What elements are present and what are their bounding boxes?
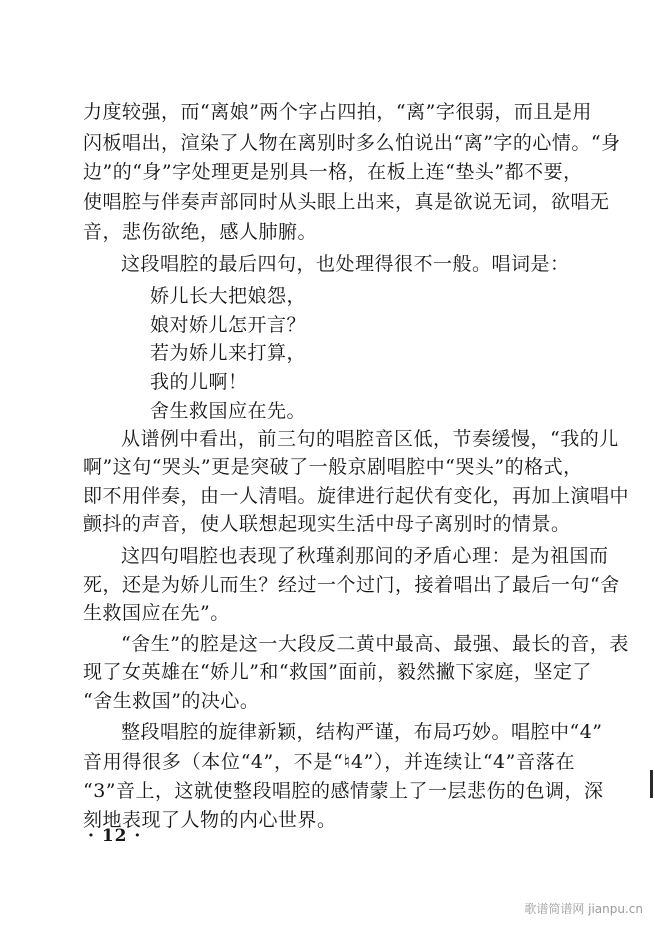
paragraph-line: “舍生救国”的决心。 <box>83 690 260 712</box>
lyric-verse: 娇儿长大把娘怨， <box>150 285 307 307</box>
paragraph-line: 使唱腔与伴奏声部同时从头眼上出来，真是欲说无词，欲唱无 <box>83 191 610 213</box>
paragraph-line: 死，还是为娇儿而生？经过一个过门，接着唱出了最后一句“舍 <box>83 574 620 596</box>
paragraph-line: 现了女英雄在“娇儿”和“救国”面前，毅然撇下家庭，坚定了 <box>83 661 592 683</box>
paragraph-line: 边”的“身”字处理更是别具一格，在板上连“垫头”都不要， <box>83 161 583 183</box>
paragraph-line: 力度较强，而“离娘”两个字占四拍，“离”字很弱，而且是用 <box>83 101 592 123</box>
paragraph-line: 音，悲伤欲绝，感人肺腑。 <box>83 221 318 243</box>
scan-edge-mark <box>650 770 653 798</box>
paragraph-line: 这四句唱腔也表现了秋瑾刹那间的矛盾心理：是为祖国而 <box>121 545 609 567</box>
lyric-verse: 舍生救国应在先。 <box>150 400 307 422</box>
paragraph-line: 啊”这句“哭头”更是突破了一般京剧唱腔中“哭头”的格式， <box>83 456 583 478</box>
paragraph-line: 音用得很多（本位“4”，不是“♮4”），并连续让“4”音落在 <box>83 751 575 773</box>
page-number: · 12 · <box>88 826 142 846</box>
paragraph-line: “舍生”的腔是这一大段反二黄中最高、最强、最长的音，表 <box>121 633 629 655</box>
lyric-verse: 若为娇儿来打算， <box>150 342 307 364</box>
paragraph-line: 从谱例中看出，前三句的唱腔音区低，节奏缓慢，“我的儿 <box>121 428 619 450</box>
paragraph-line: 颤抖的声音，使人联想起现实生活中母子离别时的情景。 <box>83 513 571 535</box>
paragraph-line: 整段唱腔的旋律新颖，结构严谨，布局巧妙。唱腔中“4” <box>121 721 603 743</box>
watermark: 歌谱简谱网 jianpu.cn <box>524 902 643 916</box>
paragraph-line: “3”音上，这就使整段唱腔的感情蒙上了一层悲伤的色调，深 <box>83 780 604 802</box>
paragraph-line: 刻地表现了人物的内心世界。 <box>83 809 337 831</box>
paragraph-line: 闪板唱出，渲染了人物在离别时多么怕说出“离”字的心情。“身 <box>83 132 621 154</box>
paragraph-line: 即不用伴奏，由一人清唱。旋律进行起伏有变化，再加上演唱中 <box>83 485 630 507</box>
paragraph-line: 这段唱腔的最后四句，也处理得很不一般。唱词是： <box>121 253 570 275</box>
lyric-verse: 娘对娇儿怎开言？ <box>150 314 307 336</box>
lyric-verse: 我的儿啊！ <box>150 371 248 393</box>
paragraph-line: 生救国应在先”。 <box>83 602 230 624</box>
